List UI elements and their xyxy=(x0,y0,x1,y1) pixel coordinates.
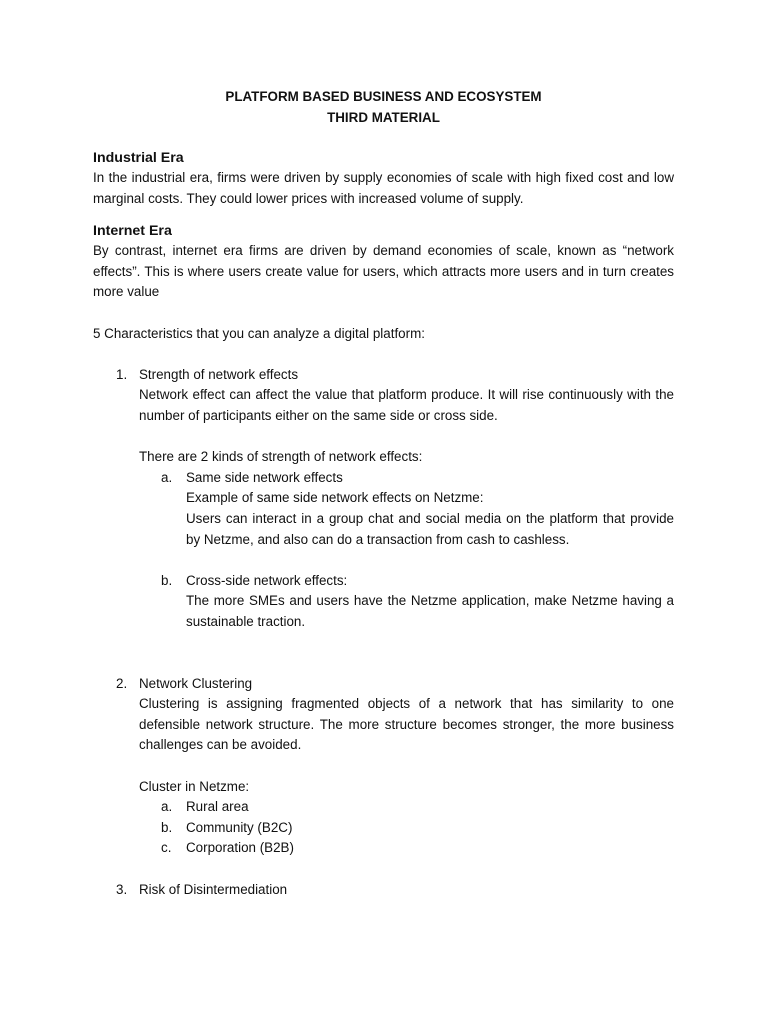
sublist-letter: c. xyxy=(161,840,172,856)
sublist-letter: a. xyxy=(161,469,173,485)
sublist-item-title: Corporation (B2B) xyxy=(186,840,294,856)
sublist-item xyxy=(139,571,674,633)
sublist-lead: Cluster in Netzme: xyxy=(139,778,250,794)
section-industrial-era xyxy=(93,148,674,209)
list-number: 1. xyxy=(116,366,128,382)
section-paragraph: In the industrial era, firms were driven by supply economies of scale with high fixed cost and low marginal costs. They could lower prices with increased volume of supply. xyxy=(93,170,674,206)
document-page xyxy=(93,86,674,900)
list-number: 3. xyxy=(116,881,128,897)
section-heading: Industrial Era xyxy=(93,150,184,166)
list-item xyxy=(93,674,674,859)
title-line-2: THIRD MATERIAL xyxy=(327,110,440,125)
list-item-title: Risk of Disintermediation xyxy=(139,881,288,897)
section-internet-era xyxy=(93,221,674,303)
section-heading: Internet Era xyxy=(93,223,172,240)
list-item xyxy=(93,365,674,633)
list-number: 2. xyxy=(116,675,128,691)
sublist-item-title: Cross-side network effects: xyxy=(186,572,348,588)
sublist-item xyxy=(139,838,674,859)
list-item xyxy=(93,880,674,901)
document-title xyxy=(93,86,674,128)
characteristics-list xyxy=(93,365,674,900)
sublist-item xyxy=(139,818,674,839)
section-paragraph: By contrast, internet era firms are driven by demand economies of scale, known as “network effects”. This is where users create value for users, which attracts more users and in turn creates more value xyxy=(93,243,674,300)
sublist-item-line: Example of same side network effects on Netzme: xyxy=(186,490,484,506)
sublist-item-text: The more SMEs and users have the Netzme application, make Netzme having a sustainable traction. xyxy=(186,593,674,629)
sublist-lead: There are 2 kinds of strength of network effects: xyxy=(139,449,423,465)
sublist-item-title: Rural area xyxy=(186,799,249,815)
list-item-title: Network Clustering xyxy=(139,675,253,691)
sublist-item-title: Same side network effects xyxy=(186,469,343,485)
list-item-title: Strength of network effects xyxy=(139,366,299,382)
list-item-text: Clustering is assigning fragmented objects of a network that has similarity to one defensible network structure. The more structure becomes stronger, the more business challenges can be avoided. xyxy=(139,696,674,753)
sublist-item xyxy=(139,797,674,818)
sublist-item xyxy=(139,468,674,550)
list-item-text: Network effect can affect the value that platform produce. It will rise continuously with the number of participants either on the same side or cross side. xyxy=(139,387,674,423)
sublist-item-text: Users can interact in a group chat and social media on the platform that provide by Netzme, and also can do a transaction from cash to cashless. xyxy=(186,510,674,547)
title-line-1: PLATFORM BASED BUSINESS AND ECOSYSTEM xyxy=(225,89,542,104)
intro-paragraph: 5 Characteristics that you can analyze a digital platform: xyxy=(93,325,425,341)
sublist-item-title: Community (B2C) xyxy=(186,819,293,835)
sublist-letter: b. xyxy=(161,819,173,835)
sublist-letter: b. xyxy=(161,572,173,588)
sublist-letter: a. xyxy=(161,799,173,815)
